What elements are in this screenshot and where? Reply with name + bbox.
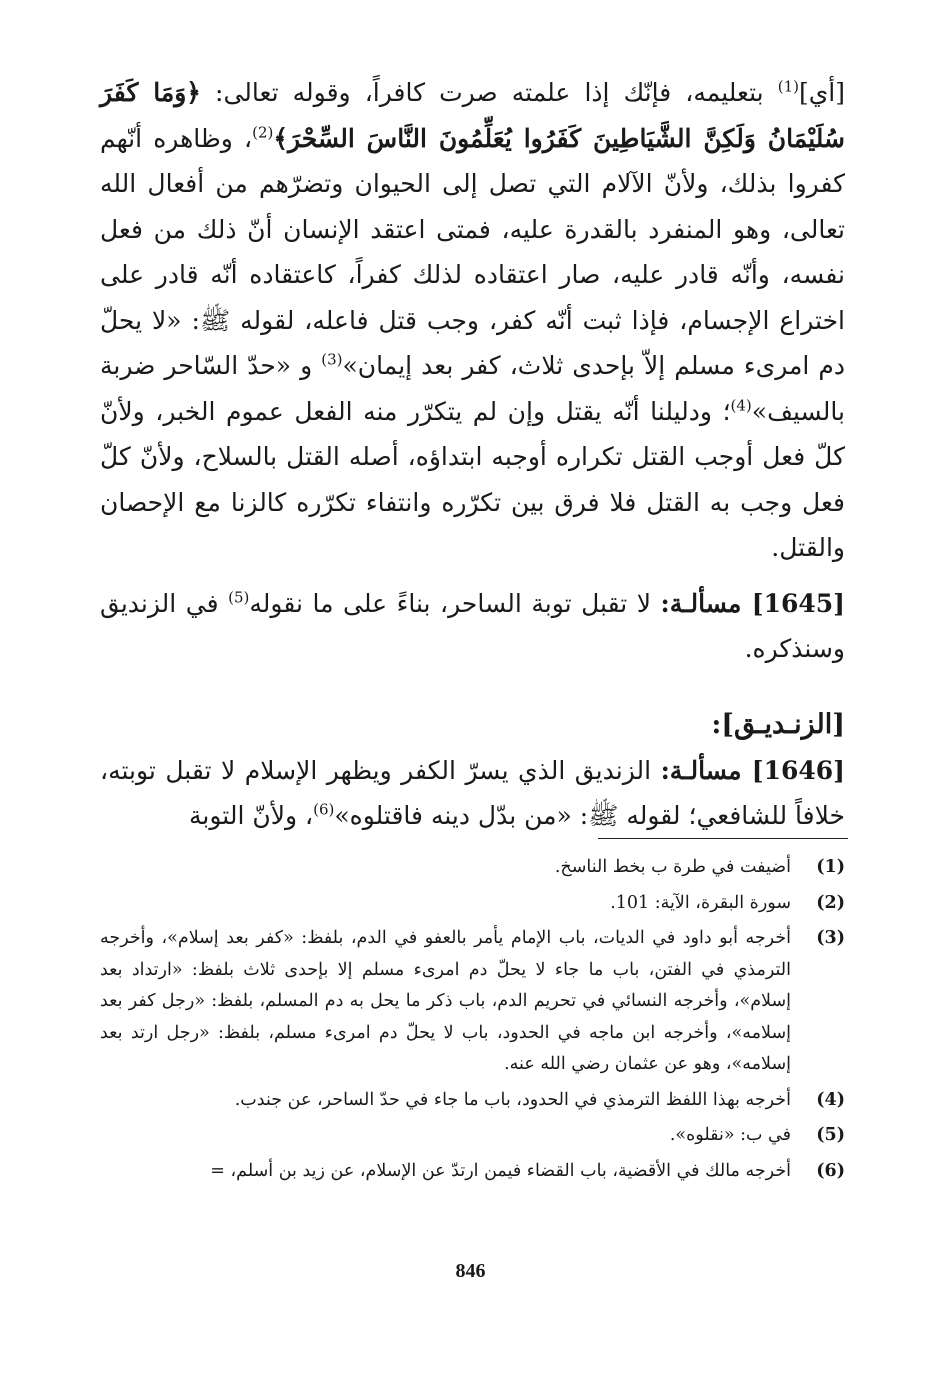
paragraph-2 <box>100 581 845 672</box>
footnote-ref-3[interactable]: (3) <box>321 350 343 369</box>
footnote-ref-5[interactable]: (5) <box>228 588 250 607</box>
footnote-number: (2) <box>816 892 845 913</box>
footnote-ref-6[interactable]: (6) <box>313 800 335 819</box>
text-segment: الزنديق الذي يسرّ الكفر ويظهر الإسلام لا تقبل توبته، خلافاً للشافعي؛ لقوله ﷺ: «من بدّل دينه فاقتلوه» <box>100 755 845 830</box>
section-heading: [الزنـديـق]: <box>711 708 845 740</box>
bracket-insert: [أي] <box>798 78 845 107</box>
paragraph-1 <box>100 70 845 571</box>
footnote-separator <box>598 838 848 839</box>
issue-label-1646: [1646] مسألـة: <box>660 755 845 785</box>
page-number: 846 <box>455 1260 486 1282</box>
footnote-text: سورة البقرة، الآية: 101. <box>610 892 791 913</box>
footnote-text: أضيفت في طرة ب بخط الناسخ. <box>554 857 791 877</box>
footnote-number: (3) <box>816 928 845 948</box>
paragraph-3 <box>100 748 845 839</box>
footnote-number: (6) <box>816 1160 845 1181</box>
footnotes <box>100 852 845 1191</box>
footnote-item <box>100 1085 845 1117</box>
footnote-ref-4[interactable]: (4) <box>730 396 752 415</box>
text-segment: ؛ ودليلنا أنّه يقتل وإن لم يتكرّر منه الفعل عموم الخبر، ولأنّ كلّ فعل أوجب القتل تكراره أوجبه ابتداؤه، أصله القتل بالسلاح، ولأنّ كلّ فعل وجب به القتل فلا فرق بين تكرّره وانتفاء تكرّره كالزنا مع الإحصان والقتل. <box>100 396 845 562</box>
issue-label-1645: [1645] مسألـة: <box>660 588 845 618</box>
quran-verse: ﴿وَمَا كَفَرَ سُلَيْمَانُ وَلَكِنَّ الشَّيَاطِينَ كَفَرُوا يُعَلِّمُونَ النَّاسَ السِّحْرَ﴾ <box>100 78 845 153</box>
footnote-number: (4) <box>816 1089 845 1110</box>
text-segment: لا تقبل توبة الساحر، بناءً على ما نقوله <box>249 588 661 618</box>
main-text <box>100 70 845 839</box>
text-segment: ، وظاهره أنّهم كفروا بذلك، ولأنّ الآلام التي تصل إلى الحيوان وتضرّهم من أفعال الله تعالى، وهو المنفرد بالقدرة عليه، فمتى اعتقد الإنسان أنّ ذلك من فعل نفسه، وأنّه قادر عليه، صار اعتقاده لذلك كفراً، كاعتقاده أنّه قادر على اختراع الإجسام، فإذا ثبت أنّه كفر، وجب قتل فاعله، لقوله ﷺ: «لا يحلّ دم امرىء مسلم إلاّ بإحدى ثلاث، كفر بعد إيمان» <box>100 123 845 380</box>
footnote-item <box>100 923 845 1081</box>
footnote-ref-2[interactable]: (2) <box>252 123 274 142</box>
text-segment: في الزنديق وسنذكره. <box>100 588 845 663</box>
footnote-item <box>100 1156 845 1188</box>
footnote-number: (1) <box>816 857 845 877</box>
text-segment: بتعليمه، فإنّك إذا علمته صرت كافراً، وقوله تعالى: <box>200 78 778 107</box>
footnote-text: في ب: «نقلوه». <box>669 1125 791 1145</box>
footnote-text: أخرجه بهذا اللفظ الترمذي في الحدود، باب ما جاء في حدّ الساحر، عن جندب. <box>234 1089 791 1110</box>
footnote-item <box>100 1120 845 1152</box>
text-segment: ، ولأنّ التوبة <box>189 801 314 830</box>
footnote-text: أخرجه مالك في الأقضية، باب القضاء فيمن ارتدّ عن الإسلام، عن زيد بن أسلم، = <box>210 1160 791 1181</box>
footnote-item <box>100 852 845 884</box>
text-segment: و «حدّ السّاحر ضربة بالسيف» <box>100 351 845 426</box>
footnote-item <box>100 888 845 920</box>
footnote-text: أخرجه أبو داود في الديات، باب الإمام يأمر بالعفو في الدم، بلفظ: «كفر بعد إسلام»، وأخرجه الترمذي في الفتن، باب ما جاء لا يحلّ دم امرىء مسلم إلا بإحدى ثلاث بلفظ: «ارتداد بعد إسلام»، وأخرجه النسائي في تحريم الدم، باب ذكر ما يحل به دم المسلم، بلفظ: «رجل كفر بعد إسلامه»، وأخرجه ابن ماجه في الحدود، باب لا يحلّ دم امرىء مسلم، بلفظ: «رجل ارتد بعد إسلامه»، وهو عن عثمان رضي الله عنه. <box>100 928 791 1074</box>
footnote-number: (5) <box>816 1125 845 1145</box>
footnote-ref-1[interactable]: (1) <box>777 77 799 96</box>
